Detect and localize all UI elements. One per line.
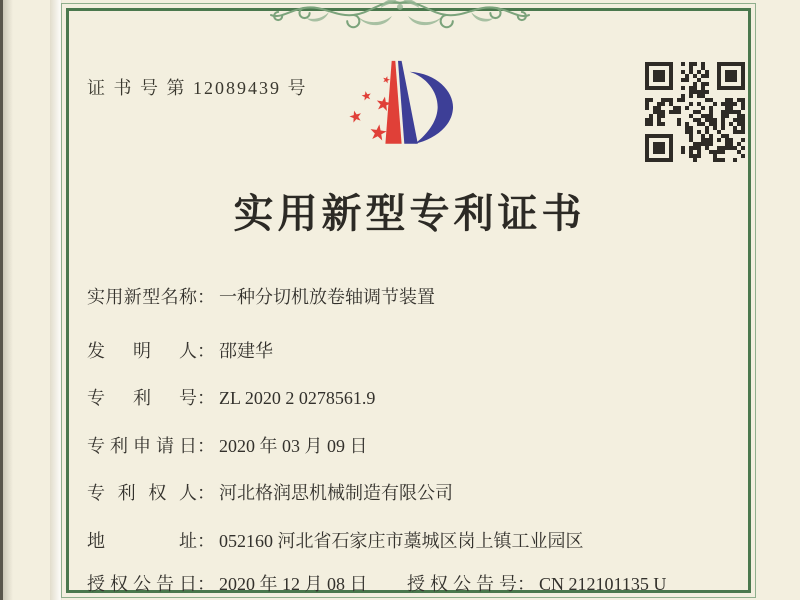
field-grant-number: [407, 570, 666, 596]
field-grant-date: [87, 574, 368, 594]
field-label: 授权公告日: [87, 574, 197, 594]
field-label: 授权公告号: [407, 574, 517, 594]
field-value: CN 212101135 U: [539, 574, 667, 594]
field-colon: ：: [197, 388, 215, 408]
field-value: 河北格润思机械制造有限公司: [219, 483, 453, 503]
field-label: 发明人: [87, 341, 197, 361]
field-colon: ：: [197, 436, 215, 456]
field-colon: ：: [197, 531, 215, 551]
field-colon: ：: [197, 287, 215, 307]
scan-edge-gradient: [3, 0, 13, 600]
field-utility-model-name: [87, 283, 435, 309]
field-label: 地址: [87, 531, 197, 551]
field-colon: ：: [197, 341, 215, 361]
field-colon: ：: [197, 574, 215, 594]
field-colon: ：: [517, 574, 535, 594]
field-value: 052160 河北省石家庄市藁城区岗上镇工业园区: [219, 531, 584, 551]
field-patentee: [87, 479, 453, 505]
field-filing-date: [87, 432, 368, 458]
field-patent-number: [87, 384, 375, 410]
field-value: 一种分切机放卷轴调节装置: [219, 287, 435, 307]
field-value: 2020 年 03 月 09 日: [219, 436, 368, 456]
field-inventor: [87, 337, 273, 363]
field-label: 实用新型名称: [87, 287, 197, 307]
cnipa-patent-logo-icon: [344, 56, 470, 172]
field-label: 专利权人: [87, 483, 197, 503]
field-value: 2020 年 12 月 08 日: [219, 574, 368, 594]
certificate-title: 实用新型专利证书: [233, 191, 586, 236]
field-value: 邵建华: [219, 341, 273, 361]
floral-flourish-icon: [268, 0, 532, 29]
field-label: 专利申请日: [87, 436, 197, 456]
field-grant-row: [87, 570, 757, 596]
certificate-number: 证 书 号 第 12089439 号: [87, 78, 308, 98]
field-label: 专利号: [87, 388, 197, 408]
field-value: ZL 2020 2 0278561.9: [219, 388, 376, 408]
qr-code: [645, 62, 745, 162]
field-colon: ：: [197, 483, 215, 503]
field-address: [87, 527, 584, 553]
